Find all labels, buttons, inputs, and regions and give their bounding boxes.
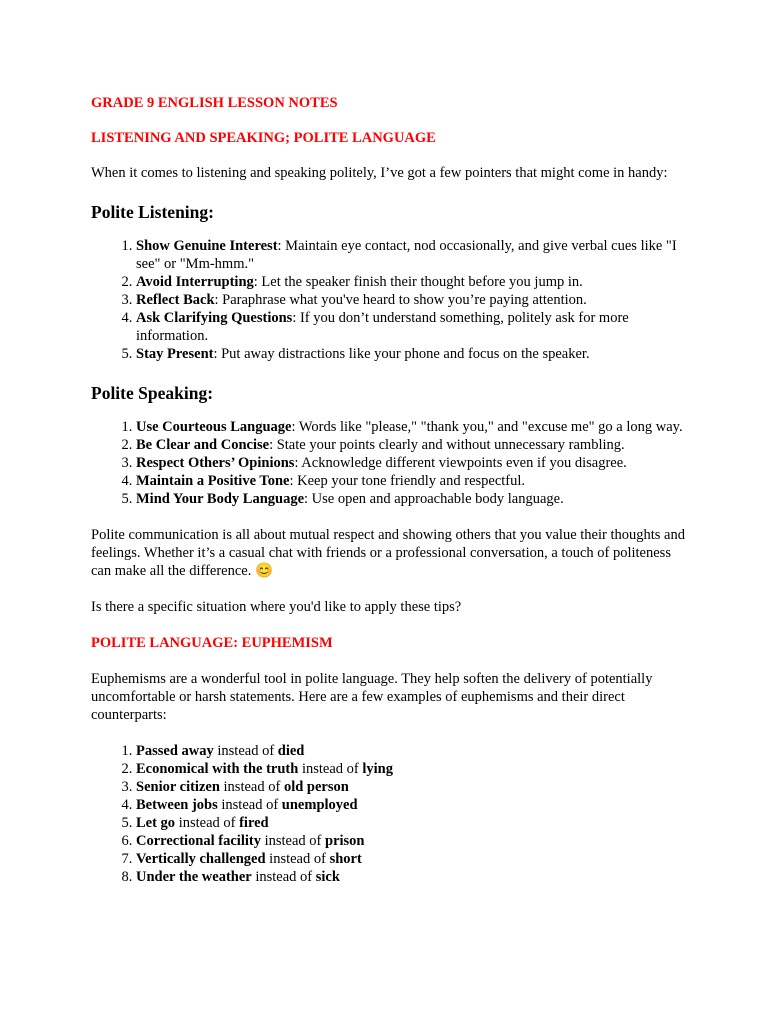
direct-term: lying [362, 761, 393, 777]
list-item-text: : Paraphrase what you've heard to show you’re paying attention. [214, 292, 587, 308]
euphemism-term: Passed away [136, 743, 214, 759]
list-item [136, 291, 688, 309]
connector-text: instead of [265, 851, 330, 867]
list-item [136, 778, 688, 796]
direct-term: prison [325, 833, 365, 849]
euphemism-term: Correctional facility [136, 833, 261, 849]
connector-text: instead of [219, 779, 284, 795]
list-item-term: Stay Present [136, 346, 214, 362]
list-item [136, 345, 688, 363]
list-item-term: Avoid Interrupting [136, 274, 254, 290]
list-item-text: : Let the speaker finish their thought before you jump in. [253, 274, 583, 290]
connector-text: instead of [251, 869, 316, 885]
list-item [136, 814, 688, 832]
list-item [136, 309, 688, 345]
euphemism-list [91, 742, 688, 886]
euphemism-heading: POLITE LANGUAGE: EUPHEMISM [91, 635, 333, 651]
list-item-term: Use Courteous Language [136, 419, 292, 435]
euphemism-term: Under the weather [136, 869, 252, 885]
list-item-text: : Put away distractions like your phone and focus on the speaker. [213, 346, 590, 362]
list-item [136, 832, 688, 850]
list-item [136, 273, 688, 291]
direct-term: sick [315, 869, 340, 885]
document-subtitle: LISTENING AND SPEAKING; POLITE LANGUAGE [91, 130, 436, 146]
list-item [136, 418, 688, 436]
list-item-term: Be Clear and Concise [136, 437, 270, 453]
euphemism-term: Between jobs [136, 797, 218, 813]
polite-listening-heading: Polite Listening: [91, 202, 214, 222]
question-paragraph: Is there a specific situation where you'd like to apply these tips? [91, 599, 462, 615]
direct-term: unemployed [281, 797, 358, 813]
euphemism-intro-paragraph: Euphemisms are a wonderful tool in polite language. They help soften the delivery of potentially uncomfortable or harsh statements. Here are a few examples of euphemisms and their direct counterparts: [91, 671, 653, 723]
list-item [136, 796, 688, 814]
euphemism-term: Let go [136, 815, 176, 831]
list-item [136, 868, 688, 886]
list-item-term: Ask Clarifying Questions [136, 310, 293, 326]
list-item [136, 742, 688, 760]
direct-term: old person [283, 779, 349, 795]
connector-text: instead of [217, 797, 282, 813]
intro-paragraph: When it comes to listening and speaking politely, I’ve got a few pointers that might come in handy: [91, 165, 668, 181]
list-item-text: : Keep your tone friendly and respectful. [289, 473, 526, 489]
connector-text: instead of [298, 761, 363, 777]
list-item-term: Mind Your Body Language [136, 491, 305, 507]
polite-listening-list [91, 237, 688, 363]
connector-text: instead of [213, 743, 278, 759]
list-item-term: Maintain a Positive Tone [136, 473, 290, 489]
euphemism-term: Senior citizen [136, 779, 220, 795]
list-item-text: : State your points clearly and without unnecessary rambling. [269, 437, 625, 453]
list-item-text: : Words like "please," "thank you," and "excuse me" go a long way. [291, 419, 683, 435]
list-item-text: : Use open and approachable body language. [304, 491, 564, 507]
list-item [136, 472, 688, 490]
polite-speaking-list [91, 418, 688, 508]
list-item [136, 454, 688, 472]
direct-term: short [329, 851, 362, 867]
polite-speaking-heading: Polite Speaking: [91, 383, 214, 403]
direct-term: died [277, 743, 305, 759]
list-item-text: : If you don’t understand something, politely ask for more information. [136, 310, 629, 344]
list-item [136, 490, 688, 508]
list-item-term: Reflect Back [136, 292, 215, 308]
list-item [136, 237, 688, 273]
document-title: GRADE 9 ENGLISH LESSON NOTES [91, 95, 338, 111]
summary-paragraph: Polite communication is all about mutual respect and showing others that you value their thoughts and feelings. Whether it’s a casual chat with friends or a professional conversation, a touch of politeness can make all the difference. 😊 [91, 527, 685, 579]
list-item [136, 760, 688, 778]
list-item-text: : Acknowledge different viewpoints even if you disagree. [294, 455, 627, 471]
list-item-term: Respect Others’ Opinions [136, 455, 295, 471]
direct-term: fired [239, 815, 269, 831]
list-item [136, 850, 688, 868]
list-item [136, 436, 688, 454]
euphemism-term: Vertically challenged [136, 851, 266, 867]
list-item-term: Show Genuine Interest [136, 238, 278, 254]
connector-text: instead of [260, 833, 325, 849]
euphemism-term: Economical with the truth [136, 761, 299, 777]
connector-text: instead of [175, 815, 240, 831]
list-item-text: : Maintain eye contact, nod occasionally, and give verbal cues like "I see" or "Mm-hmm." [136, 238, 677, 272]
